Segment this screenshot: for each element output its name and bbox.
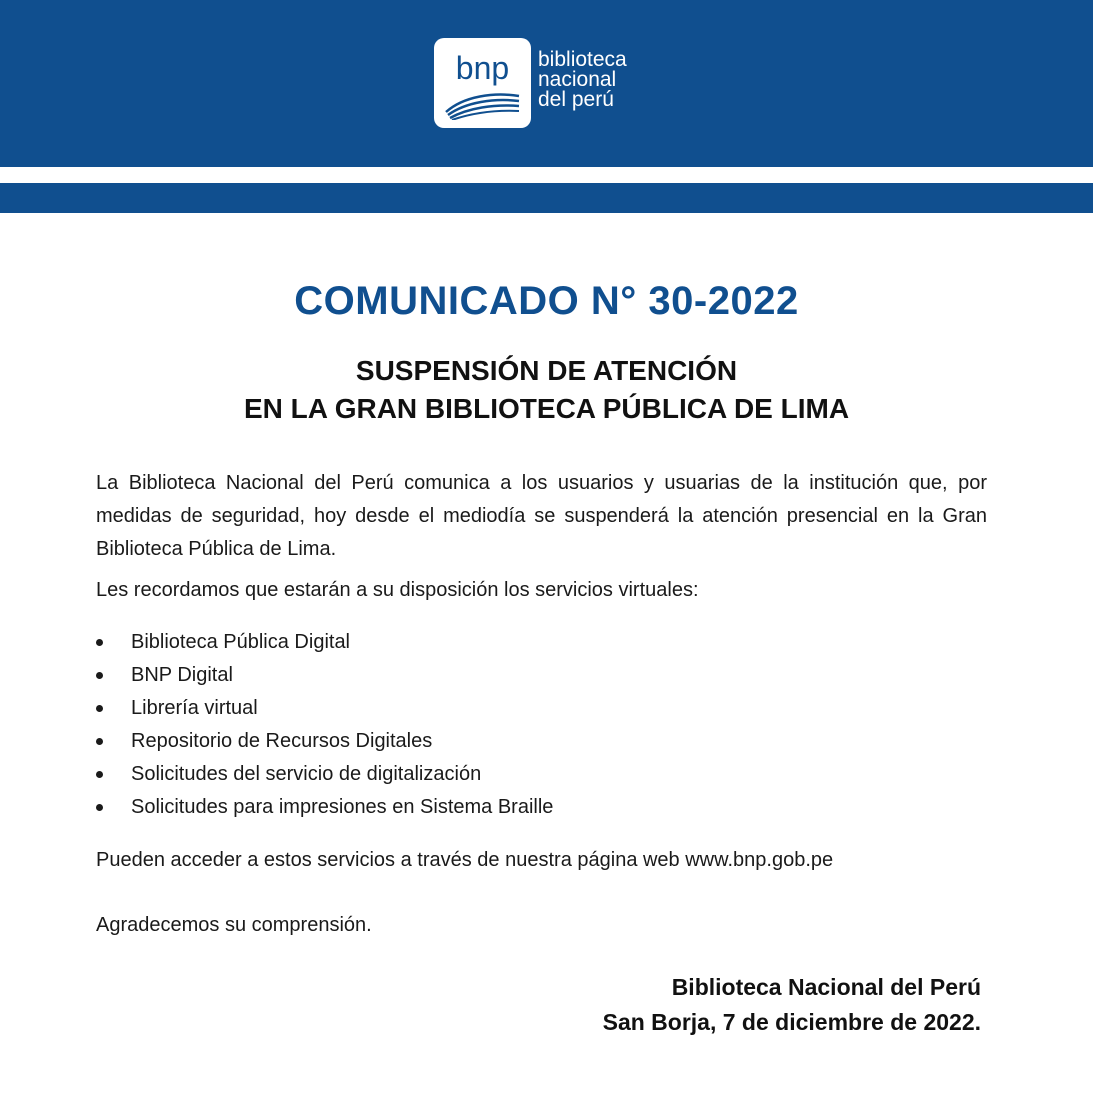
service-label: Solicitudes para impresiones en Sistema Braille <box>131 796 554 818</box>
logo-wordmark <box>538 50 627 110</box>
communique-subtitle <box>0 352 1093 428</box>
service-label: Repositorio de Recursos Digitales <box>131 730 433 752</box>
bullet-icon <box>96 705 103 712</box>
thanks-note: Agradecemos su comprensión. <box>96 914 372 936</box>
list-item <box>96 725 553 758</box>
signature-org: Biblioteca Nacional del Perú <box>671 974 981 1000</box>
bnp-logo <box>434 38 627 128</box>
services-intro: Les recordamos que estarán a su disposición los servicios virtuales: <box>96 579 699 601</box>
bullet-icon <box>96 639 103 646</box>
bullet-icon <box>96 738 103 745</box>
subtitle-line: SUSPENSIÓN DE ATENCIÓN <box>355 355 738 386</box>
book-waves-icon <box>442 90 523 120</box>
list-item <box>96 791 553 824</box>
subtitle-line: EN LA GRAN BIBLIOTECA PÚBLICA DE LIMA <box>243 393 850 424</box>
list-item <box>96 692 553 725</box>
access-note: Pueden acceder a estos servicios a través de nuestra página web www.bnp.gob.pe <box>96 849 834 871</box>
header-stripe <box>0 183 1093 213</box>
bullet-icon <box>96 804 103 811</box>
signature-block <box>603 970 981 1040</box>
logo-abbreviation: bnp <box>455 50 510 86</box>
logo-mark <box>434 38 531 128</box>
service-label: BNP Digital <box>131 664 233 686</box>
bullet-icon <box>96 771 103 778</box>
signature-place-date: San Borja, 7 de diciembre de 2022. <box>602 1009 981 1035</box>
logo-name-line: del perú <box>538 88 614 111</box>
list-item <box>96 758 553 791</box>
communique-title: COMUNICADO N° 30-2022 <box>294 279 799 323</box>
logo-name-line: nacional <box>538 68 617 91</box>
bullet-icon <box>96 672 103 679</box>
list-item <box>96 626 553 659</box>
list-item <box>96 659 553 692</box>
logo-name-line: biblioteca <box>538 48 627 71</box>
service-label: Biblioteca Pública Digital <box>131 631 351 653</box>
service-label: Librería virtual <box>131 697 258 719</box>
service-label: Solicitudes del servicio de digitalización <box>131 763 482 785</box>
services-list <box>96 626 553 824</box>
intro-paragraph: La Biblioteca Nacional del Perú comunica a los usuarios y usuarias de la institución que, por medidas de seguridad, hoy desde el mediodía se suspenderá la atención presencial en la Gran Biblioteca Pública de Lima. <box>96 472 987 560</box>
